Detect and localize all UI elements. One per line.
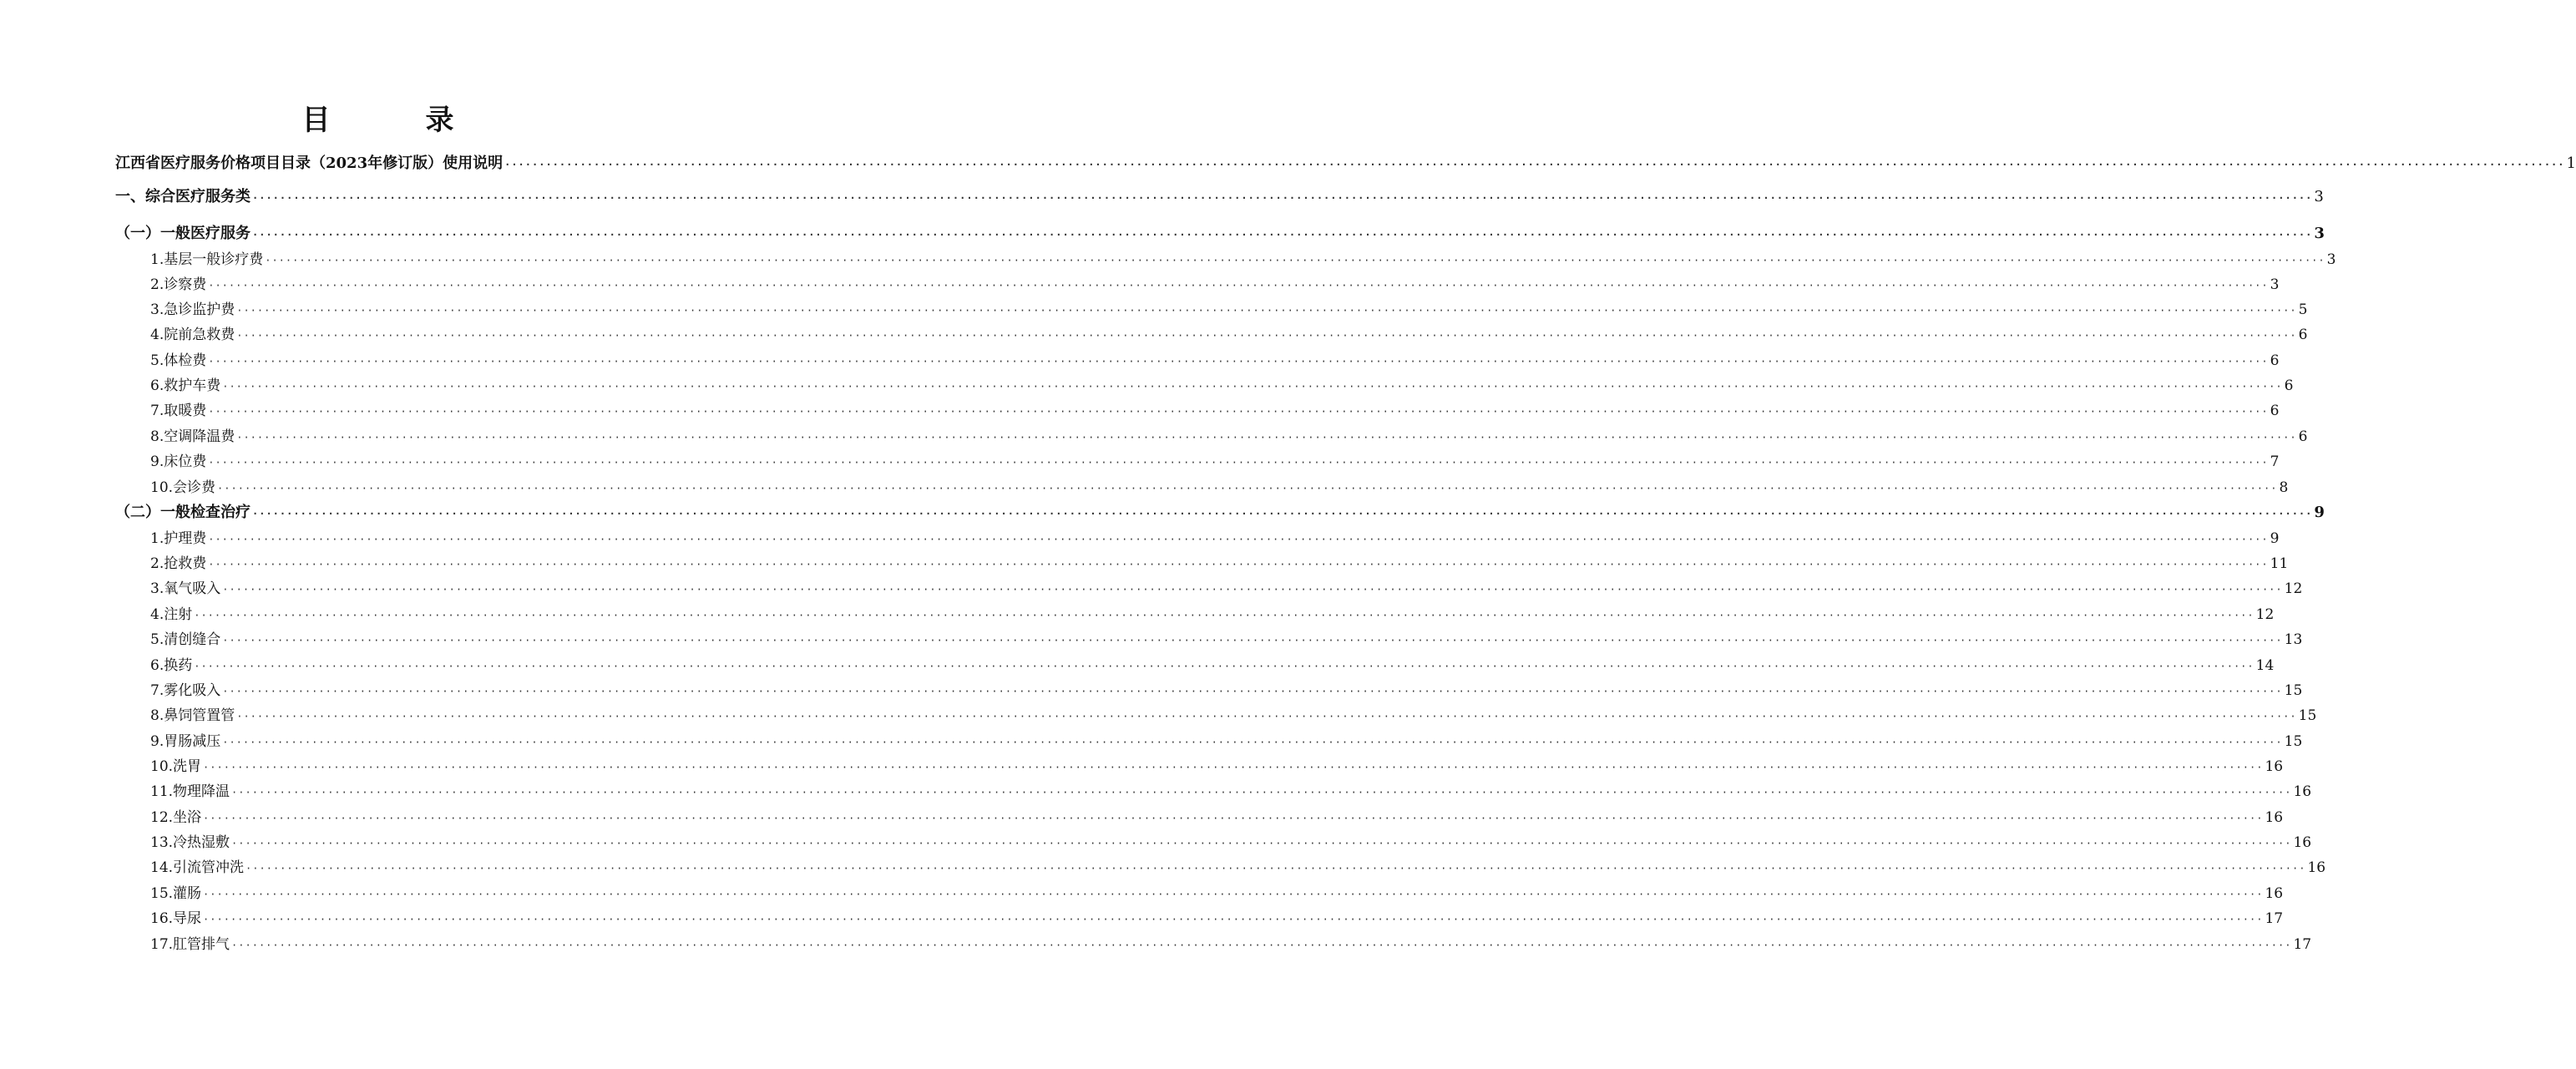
toc-entry-page: 6 bbox=[2270, 352, 2280, 369]
toc-dot-leader: ············································································································································································································································································································ bbox=[236, 305, 2297, 317]
toc-entry-page: 12 bbox=[2284, 580, 2303, 597]
toc-entry-page: 16 bbox=[2307, 859, 2326, 876]
toc-entry-page: 13 bbox=[2284, 631, 2303, 648]
toc-entry-page: 17 bbox=[2293, 936, 2312, 953]
toc-dot-leader: ············································································································································································································································································································ bbox=[236, 432, 2297, 443]
toc-dot-leader: ············································································································································································································································································································ bbox=[236, 330, 2297, 342]
toc-entry-page: 15 bbox=[2284, 733, 2303, 750]
toc-entry-page: 16 bbox=[2265, 809, 2284, 826]
toc-entry-label: 5.清创缝合 bbox=[150, 631, 221, 648]
toc-dot-leader: ············································································································································································································································································································ bbox=[231, 838, 2292, 849]
toc-dot-leader: ············································································································································································································································································································ bbox=[231, 940, 2292, 951]
toc-entry-page: 6 bbox=[2284, 377, 2294, 394]
toc-entry-page: 3 bbox=[2270, 276, 2280, 293]
toc-entry[interactable] bbox=[150, 806, 2284, 829]
toc-entry[interactable] bbox=[150, 349, 2280, 372]
toc-entry-label: 14.引流管冲洗 bbox=[150, 859, 245, 876]
toc-entry-label: 2.诊察费 bbox=[150, 276, 207, 293]
toc-entry-label: 10.会诊费 bbox=[150, 479, 216, 496]
toc-entry-page: 16 bbox=[2293, 783, 2312, 800]
toc-entry[interactable] bbox=[150, 527, 2280, 550]
toc-entry-label: 2.抢救费 bbox=[150, 555, 207, 572]
toc-entry-label: 11.物理降温 bbox=[150, 783, 230, 800]
toc-entry[interactable] bbox=[150, 882, 2284, 905]
toc-dot-leader: ············································································································································································································································································································ bbox=[236, 711, 2297, 722]
toc-entry-page: 11 bbox=[2270, 555, 2289, 572]
toc-entry[interactable] bbox=[150, 856, 2326, 879]
toc-dot-leader: ············································································································································································································································································································ bbox=[252, 508, 2313, 519]
toc-entry-label: 16.导尿 bbox=[150, 910, 202, 927]
toc-entry[interactable] bbox=[150, 450, 2280, 474]
toc-entry-label: 4.注射 bbox=[150, 606, 193, 623]
toc-entry-page: 16 bbox=[2265, 758, 2284, 775]
toc-entry-page: 1 bbox=[2566, 155, 2576, 172]
toc-entry-page: 15 bbox=[2298, 707, 2317, 724]
toc-entry-page: 6 bbox=[2270, 403, 2280, 419]
toc-entry[interactable] bbox=[150, 907, 2284, 930]
toc-entry-label: 9.床位费 bbox=[150, 453, 207, 470]
toc-entry-page: 9 bbox=[2270, 530, 2280, 547]
toc-entry[interactable] bbox=[150, 679, 2303, 702]
toc-entry-page: 15 bbox=[2284, 682, 2303, 699]
toc-entry[interactable] bbox=[150, 831, 2312, 854]
toc-entry[interactable] bbox=[150, 628, 2303, 651]
toc-entry-page: 6 bbox=[2298, 428, 2308, 445]
toc-dot-leader: ············································································································································································································································································································ bbox=[252, 192, 2313, 204]
toc-entry-page: 8 bbox=[2279, 479, 2289, 496]
toc-entry[interactable] bbox=[150, 298, 2308, 322]
toc-entry-label: （一）一般医疗服务 bbox=[115, 225, 251, 242]
toc-entry-label: 6.救护车费 bbox=[150, 377, 221, 394]
toc-entry[interactable] bbox=[150, 730, 2303, 753]
toc-entry-label: 一、综合医疗服务类 bbox=[115, 188, 251, 205]
toc-dot-leader: ············································································································································································································································································································ bbox=[203, 889, 2264, 900]
toc-entry-label: 10.洗胃 bbox=[150, 758, 202, 775]
toc-entry-page: 5 bbox=[2298, 301, 2308, 318]
toc-entry-label: 4.院前急救费 bbox=[150, 327, 235, 343]
toc-dot-leader: ············································································································································································································································································································ bbox=[208, 356, 2269, 367]
toc-entry[interactable] bbox=[150, 425, 2308, 448]
toc-entry-label: 7.雾化吸入 bbox=[150, 682, 221, 699]
toc-entry[interactable] bbox=[150, 248, 2336, 271]
toc-dot-leader: ············································································································································································································································································································ bbox=[208, 406, 2269, 418]
toc-entry-label: 7.取暖费 bbox=[150, 403, 207, 419]
toc-entry-label: 6.换药 bbox=[150, 657, 193, 674]
toc-dot-leader: ············································································································································································································································································································ bbox=[222, 686, 2283, 697]
toc-entry-label: （二）一般检查治疗 bbox=[115, 504, 251, 521]
toc-dot-leader: ············································································································································································································································································································ bbox=[208, 280, 2269, 291]
toc-entry[interactable] bbox=[115, 152, 2576, 175]
toc-entry[interactable] bbox=[115, 185, 2324, 209]
toc-dot-leader: ············································································································································································································································································································ bbox=[245, 863, 2306, 874]
toc-entry-page: 9 bbox=[2314, 504, 2325, 521]
toc-entry[interactable] bbox=[150, 577, 2303, 600]
toc-entry[interactable] bbox=[150, 603, 2275, 626]
toc-entry[interactable] bbox=[115, 222, 2325, 246]
toc-entry-label: 3.急诊监护费 bbox=[150, 301, 235, 318]
toc-dot-leader: ············································································································································································································································································································ bbox=[194, 661, 2255, 672]
toc-entry[interactable] bbox=[150, 552, 2289, 575]
toc-entry-page: 3 bbox=[2326, 251, 2336, 268]
toc-dot-leader: ············································································································································································································································································································ bbox=[222, 635, 2283, 646]
toc-entry-page: 17 bbox=[2265, 910, 2284, 927]
toc-dot-leader: ············································································································································································································································································································ bbox=[208, 559, 2269, 570]
toc-dot-leader: ············································································································································································································································································································ bbox=[217, 483, 2278, 494]
toc-entry[interactable] bbox=[150, 755, 2284, 778]
toc-entry-label: 9.胃肠减压 bbox=[150, 733, 221, 750]
toc-entry-label: 8.空调降温费 bbox=[150, 428, 235, 445]
toc-entry[interactable] bbox=[150, 654, 2275, 677]
toc-entry-label: 1.护理费 bbox=[150, 530, 207, 547]
toc-entry[interactable] bbox=[150, 704, 2317, 727]
toc-dot-leader: ············································································································································································································································································································ bbox=[252, 229, 2313, 241]
toc-entry-page: 6 bbox=[2298, 327, 2308, 343]
toc-entry-label: 17.肛管排气 bbox=[150, 936, 230, 953]
toc-dot-leader: ············································································································································································································································································································ bbox=[265, 255, 2325, 266]
toc-entry-page: 3 bbox=[2314, 225, 2325, 242]
toc-title: 目 录 bbox=[301, 104, 488, 137]
toc-entry[interactable] bbox=[150, 780, 2312, 803]
toc-entry-page: 12 bbox=[2255, 606, 2275, 623]
toc-entry[interactable] bbox=[150, 273, 2280, 296]
toc-entry-page: 14 bbox=[2255, 657, 2275, 674]
toc-entry-page: 7 bbox=[2270, 453, 2280, 470]
toc-dot-leader: ············································································································································································································································································································ bbox=[222, 737, 2283, 748]
toc-entry-label: 3.氧气吸入 bbox=[150, 580, 221, 597]
toc-dot-leader: ············································································································································································································································································································ bbox=[208, 457, 2269, 469]
toc-entry[interactable] bbox=[150, 399, 2280, 423]
toc-entry-label: 江西省医疗服务价格项目目录（2023年修订版）使用说明 bbox=[115, 155, 504, 172]
toc-entry[interactable] bbox=[115, 501, 2325, 524]
toc-entry[interactable] bbox=[150, 933, 2312, 956]
toc-dot-leader: ············································································································································································································································································································ bbox=[222, 584, 2283, 595]
toc-entry-label: 12.坐浴 bbox=[150, 809, 202, 826]
toc-dot-leader: ············································································································································································································································································································ bbox=[504, 159, 2565, 170]
toc-entry-label: 5.体检费 bbox=[150, 352, 207, 369]
toc-dot-leader: ············································································································································································································································································································ bbox=[203, 914, 2264, 925]
toc-dot-leader: ············································································································································································································································································································ bbox=[222, 381, 2283, 393]
toc-dot-leader: ············································································································································································································································································································ bbox=[203, 762, 2264, 773]
toc-entry-label: 13.冷热湿敷 bbox=[150, 834, 230, 851]
toc-dot-leader: ············································································································································································································································································································ bbox=[208, 534, 2269, 545]
toc-entry-label: 15.灌肠 bbox=[150, 885, 202, 902]
toc-entry-page: 16 bbox=[2265, 885, 2284, 902]
toc-entry[interactable] bbox=[150, 374, 2294, 398]
toc-entry[interactable] bbox=[150, 476, 2289, 499]
toc-entry-label: 1.基层一般诊疗费 bbox=[150, 251, 264, 268]
toc-dot-leader: ············································································································································································································································································································ bbox=[194, 610, 2255, 621]
toc-dot-leader: ············································································································································································································································································································ bbox=[231, 787, 2292, 798]
toc-entry[interactable] bbox=[150, 323, 2308, 347]
toc-dot-leader: ············································································································································································································································································································ bbox=[203, 813, 2264, 824]
toc-entry-page: 3 bbox=[2314, 188, 2324, 205]
toc-entry-label: 8.鼻饲管置管 bbox=[150, 707, 235, 724]
toc-entry-page: 16 bbox=[2293, 834, 2312, 851]
